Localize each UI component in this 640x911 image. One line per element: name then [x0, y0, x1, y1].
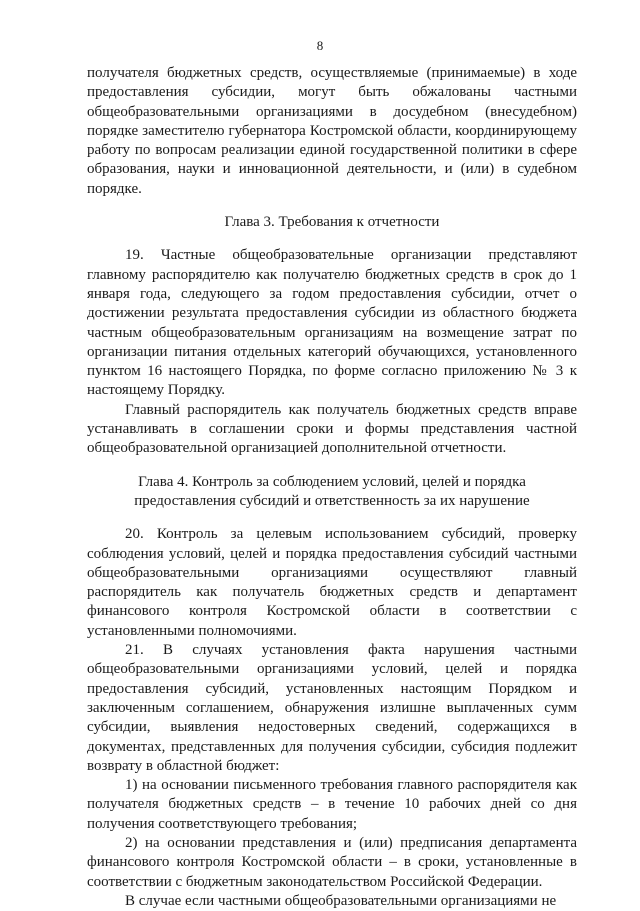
paragraph-20: 20. Контроль за целевым использованием субсидий, проверку соблюдения условий, целей и порядка предоставления субсидий частными общеобразовательными организациями осуществляют главный распорядитель как получатель бюджетных средств и департамент финансового контроля Костромской области в соответствии с установленными полномочиями.	[87, 526, 577, 639]
page-number: 8	[316, 38, 324, 53]
chapter-4-heading-line-1: Глава 4. Контроль за соблюдением условий, целей и порядка	[138, 473, 526, 490]
chapter-4-heading	[87, 473, 577, 512]
document-body	[87, 64, 577, 911]
paragraph-21-item-1: 1) на основании письменного требования главного распорядителя как получателя бюджетных средств – в течение 10 рабочих дней со дня получения соответствующего требования;	[87, 777, 577, 832]
paragraph-final: В случае если частными общеобразовательными организациями не	[125, 892, 557, 909]
chapter-4-heading-line-2: предоставления субсидий и ответственность за их нарушение	[134, 492, 530, 509]
paragraph-19: 19. Частные общеобразовательные организации представляют главному распорядителю как получателю бюджетных средств в срок до 1 января года, следующего за годом предоставления субсидии, отчет о достижении результата предоставления субсидии из областного бюджета частным общеобразовательным организациям на возмещение затрат по организации питания отдельных категорий обучающихся, установленного пунктом 16 настоящего Порядка, по форме согласно приложению № 3 к настоящему Порядку.	[87, 247, 577, 399]
paragraph-continuation: получателя бюджетных средств, осуществляемые (принимаемые) в ходе предоставления субсидии, могут быть обжалованы частными общеобразовательными организациями в досудебном (внесудебном) порядке заместителю губернатора Костромской области, координирующему работу по вопросам реализации единой государственной политики в сфере образования, науки и инновационной деятельности, и (или) в судебном порядке.	[87, 65, 577, 197]
chapter-3-heading: Глава 3. Требования к отчетности	[224, 214, 440, 231]
paragraph-19-additional: Главный распорядитель как получатель бюджетных средств вправе устанавливать в соглашении сроки и формы представления частной общеобразовательной организацией дополнительной отчетности.	[87, 401, 577, 457]
paragraph-21-item-2: 2) на основании представления и (или) предписания департамента финансового контроля Костромской области – в сроки, установленные в соответствии с бюджетным законодательством Российской Федерации.	[87, 834, 577, 890]
paragraph-21: 21. В случаях установления факта нарушения частными общеобразовательными организациями условий, целей и порядка предоставления субсидий, установленных настоящим Порядком и заключенным соглашением, обнаружения излишне выплаченных сумм субсидии, выявления недостоверных сведений, содержащихся в документах, представленных для получения субсидии, субсидия подлежит возврату в областной бюджет:	[87, 642, 577, 774]
